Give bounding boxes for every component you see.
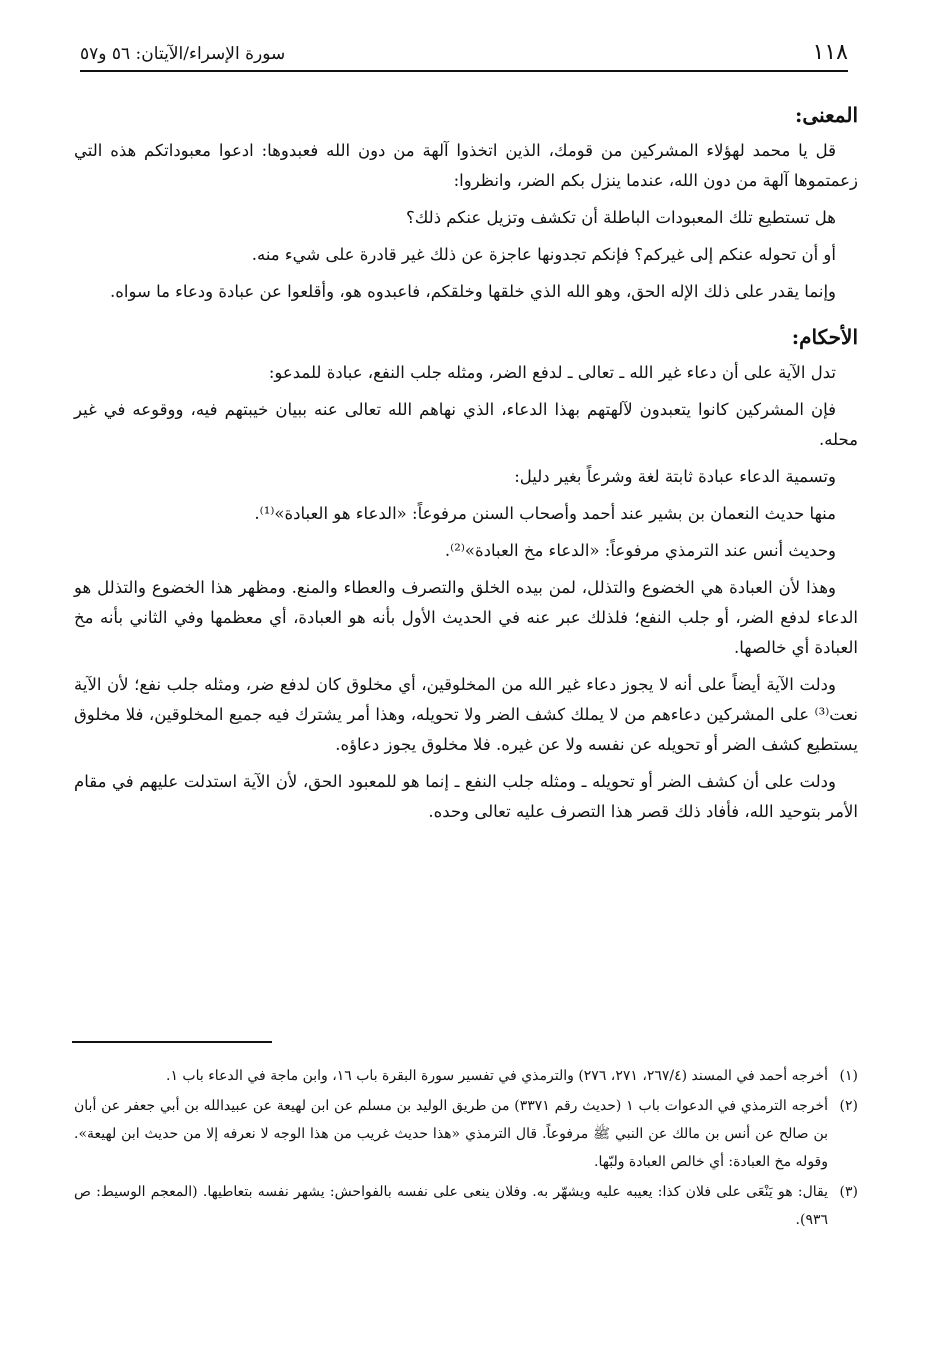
footnote-number: (٣) <box>839 1184 858 1200</box>
footnote-number: (١) <box>839 1068 858 1084</box>
meaning-paragraph: وإنما يقدر على ذلك الإله الحق، وهو الله الذي خلقها وخلقكم، فاعبدوه هو، وأقلعوا عن عبادة ودعاء ما سواه. <box>110 282 836 301</box>
rulings-paragraph: ودلت الآية أيضاً على أنه لا يجوز دعاء غير الله من المخلوقين، أي مخلوق كان لدفع ضر، ومثله جلب نفع؛ لأن الآية نعت⁽³⁾ على المشركين دعاءهم من لا يملك كشف الضر ولا تحويله، وهذا أمر يشترك فيه جميع المخلوقين، فلا مخلوق يستطيع كشف الضر أو تحويله عن نفسه ولا عن غيره. فلا مخلوق يجوز دعاؤه. <box>74 675 858 754</box>
running-title: سورة الإسراء/الآيتان: ٥٦ و٥٧ <box>80 44 286 64</box>
footnote-text: أخرجه الترمذي في الدعوات باب ١ (حديث رقم ٣٣٧١) من طريق الوليد بن مسلم عن ابن لهيعة عن عبيدالله بن أبي جعفر عن أبان بن صالح عن أنس بن مالك عن النبي ﷺ مرفوعاً. قال الترمذي «هذا حديث غريب من هذا الوجه لا نعرفه إلا من حديث ابن لهيعة». وقوله مخ العبادة: أي خالص العبادة ولبّها. <box>74 1098 828 1170</box>
footnote-number: (٢) <box>839 1098 858 1114</box>
rulings-paragraph: فإن المشركين كانوا يتعبدون لآلهتهم بهذا الدعاء، الذي نهاهم الله تعالى عنه ببيان خيبتهم فيه، ووقوعه في غير محله. <box>74 400 858 449</box>
footnotes <box>74 1062 858 1236</box>
running-header <box>80 38 848 72</box>
footnote <box>74 1178 858 1234</box>
meaning-paragraph: قل يا محمد لهؤلاء المشركين من قومك، الذين اتخذوا آلهة من دون الله فعبدوها: ادعوا معبوداتكم هذه التي زعمتموها آلهة من دون الله، عندما ينزل بكم الضر، وانظروا: <box>74 141 858 190</box>
footnote-separator <box>72 1041 272 1043</box>
meaning-paragraph: هل تستطيع تلك المعبودات الباطلة أن تكشف وتزيل عنكم ذلك؟ <box>406 208 836 227</box>
footnote-text: أخرجه أحمد في المسند (٢٦٧/٤، ٢٧١، ٢٧٦) والترمذي في تفسير سورة البقرة باب ١٦، وابن ماجة في الدعاء باب ١. <box>166 1068 828 1084</box>
rulings-heading: الأحكام: <box>791 325 858 349</box>
rulings-paragraph: وهذا لأن العبادة هي الخضوع والتذلل، لمن بيده الخلق والتصرف والعطاء والمنع. ومظهر هذا الخضوع والتذلل هو الدعاء لدفع الضر، أو جلب النفع؛ فلذلك عبر عنه في الحديث الأول بأنه هو العبادة، أي معظمها وفي الثاني بأنه مخ العبادة أي خالصها. <box>74 578 858 657</box>
main-text <box>74 100 858 834</box>
rulings-paragraph: منها حديث النعمان بن بشير عند أحمد وأصحاب السنن مرفوعاً: «الدعاء هو العبادة»⁽¹⁾. <box>254 504 836 523</box>
rulings-paragraph: وتسمية الدعاء عبادة ثابتة لغة وشرعاً بغير دليل: <box>514 467 836 486</box>
rulings-paragraph: تدل الآية على أن دعاء غير الله ـ تعالى ـ لدفع الضر، ومثله جلب النفع، عبادة للمدعو: <box>268 363 836 382</box>
meaning-paragraph: أو أن تحوله عنكم إلى غيركم؟ فإنكم تجدونها عاجزة عن ذلك غير قادرة على شيء منه. <box>251 245 836 264</box>
page-number: ١١٨ <box>812 40 848 65</box>
rulings-paragraph: ودلت على أن كشف الضر أو تحويله ـ ومثله جلب النفع ـ إنما هو للمعبود الحق، لأن الآية استدلت عليهم في مقام الأمر بتوحيد الله، فأفاد ذلك قصر هذا التصرف عليه تعالى وحده. <box>74 772 858 821</box>
footnote <box>74 1092 858 1176</box>
footnote <box>74 1062 858 1090</box>
rulings-paragraph: وحديث أنس عند الترمذي مرفوعاً: «الدعاء مخ العبادة»⁽²⁾. <box>444 541 836 560</box>
footnote-text: يقال: هو يَنْعَى على فلان كذا: يعيبه عليه ويشهّر به. وفلان ينعى على نفسه بالفواحش: يشهر نفسه بتعاطيها. (المعجم الوسيط: ص ٩٣٦). <box>74 1184 828 1228</box>
section-gap <box>74 314 858 322</box>
meaning-heading: المعنى: <box>795 103 858 127</box>
